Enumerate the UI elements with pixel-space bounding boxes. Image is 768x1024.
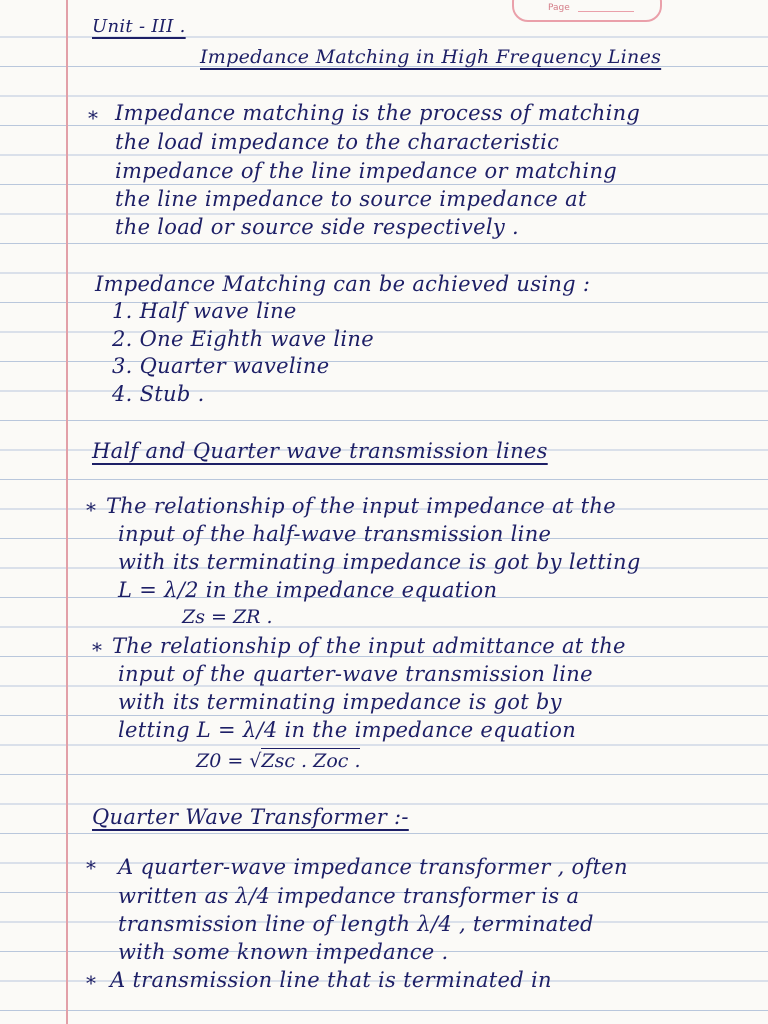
intro-line: the line impedance to source impedance at (115, 187, 587, 211)
transformer-line: A quarter-wave impedance transformer , often (118, 855, 628, 879)
half-line: The relationship of the input impedance at the (106, 494, 616, 518)
page-stamp-line (578, 11, 634, 12)
half-line: with its terminating impedance is got by letting (118, 550, 641, 574)
method-item: 3. Quarter waveline (112, 354, 330, 378)
page-title: Impedance Matching in High Frequency Lines (200, 46, 662, 68)
methods-heading: Impedance Matching can be achieved using : (95, 272, 591, 296)
quarter-line: letting L = λ/4 in the impedance equation (118, 718, 577, 742)
transformer-line: written as λ/4 impedance transformer is a (118, 884, 580, 908)
section-heading: Quarter Wave Transformer :- (92, 805, 409, 829)
bullet-transformer-2: * (86, 971, 96, 995)
method-item: 2. One Eighth wave line (112, 327, 374, 351)
unit-label: Unit - III . (92, 16, 186, 37)
method-item: 1. Half wave line (112, 299, 297, 323)
quarter-line: with its terminating impedance is got by (118, 690, 562, 714)
formula-quarter-lhs: Z0 = (196, 750, 244, 772)
bullet-half: * (86, 498, 96, 522)
margin-line (66, 0, 68, 1024)
intro-line: the load impedance to the characteristic (115, 130, 560, 154)
quarter-line: input of the quarter-wave transmission line (118, 662, 593, 686)
quarter-line: The relationship of the input admittance at the (112, 634, 626, 658)
bullet-quarter: * (92, 638, 102, 662)
page-stamp-label: Page (548, 3, 570, 13)
method-item: 4. Stub . (112, 382, 205, 406)
formula-quarter-radicand: Zsc . Zoc . (261, 750, 361, 772)
half-line: input of the half-wave transmission line (118, 522, 552, 546)
section-heading: Half and Quarter wave transmission lines (92, 439, 548, 463)
formula-quarter (196, 752, 360, 771)
intro-line: impedance of the line impedance or matching (115, 159, 618, 183)
bullet-intro: * (88, 106, 98, 130)
sqrt-symbol: √ (249, 750, 262, 772)
transformer-line: with some known impedance . (118, 940, 449, 964)
bullet-transformer: * (86, 856, 96, 880)
intro-line: the load or source side respectively . (115, 215, 519, 239)
transformer-line: A transmission line that is terminated in (110, 968, 552, 992)
formula-half: Zs = ZR . (182, 606, 273, 628)
intro-line: Impedance matching is the process of matching (115, 101, 641, 125)
half-line: L = λ/2 in the impedance equation (118, 578, 498, 602)
transformer-line: transmission line of length λ/4 , terminated (118, 912, 594, 936)
